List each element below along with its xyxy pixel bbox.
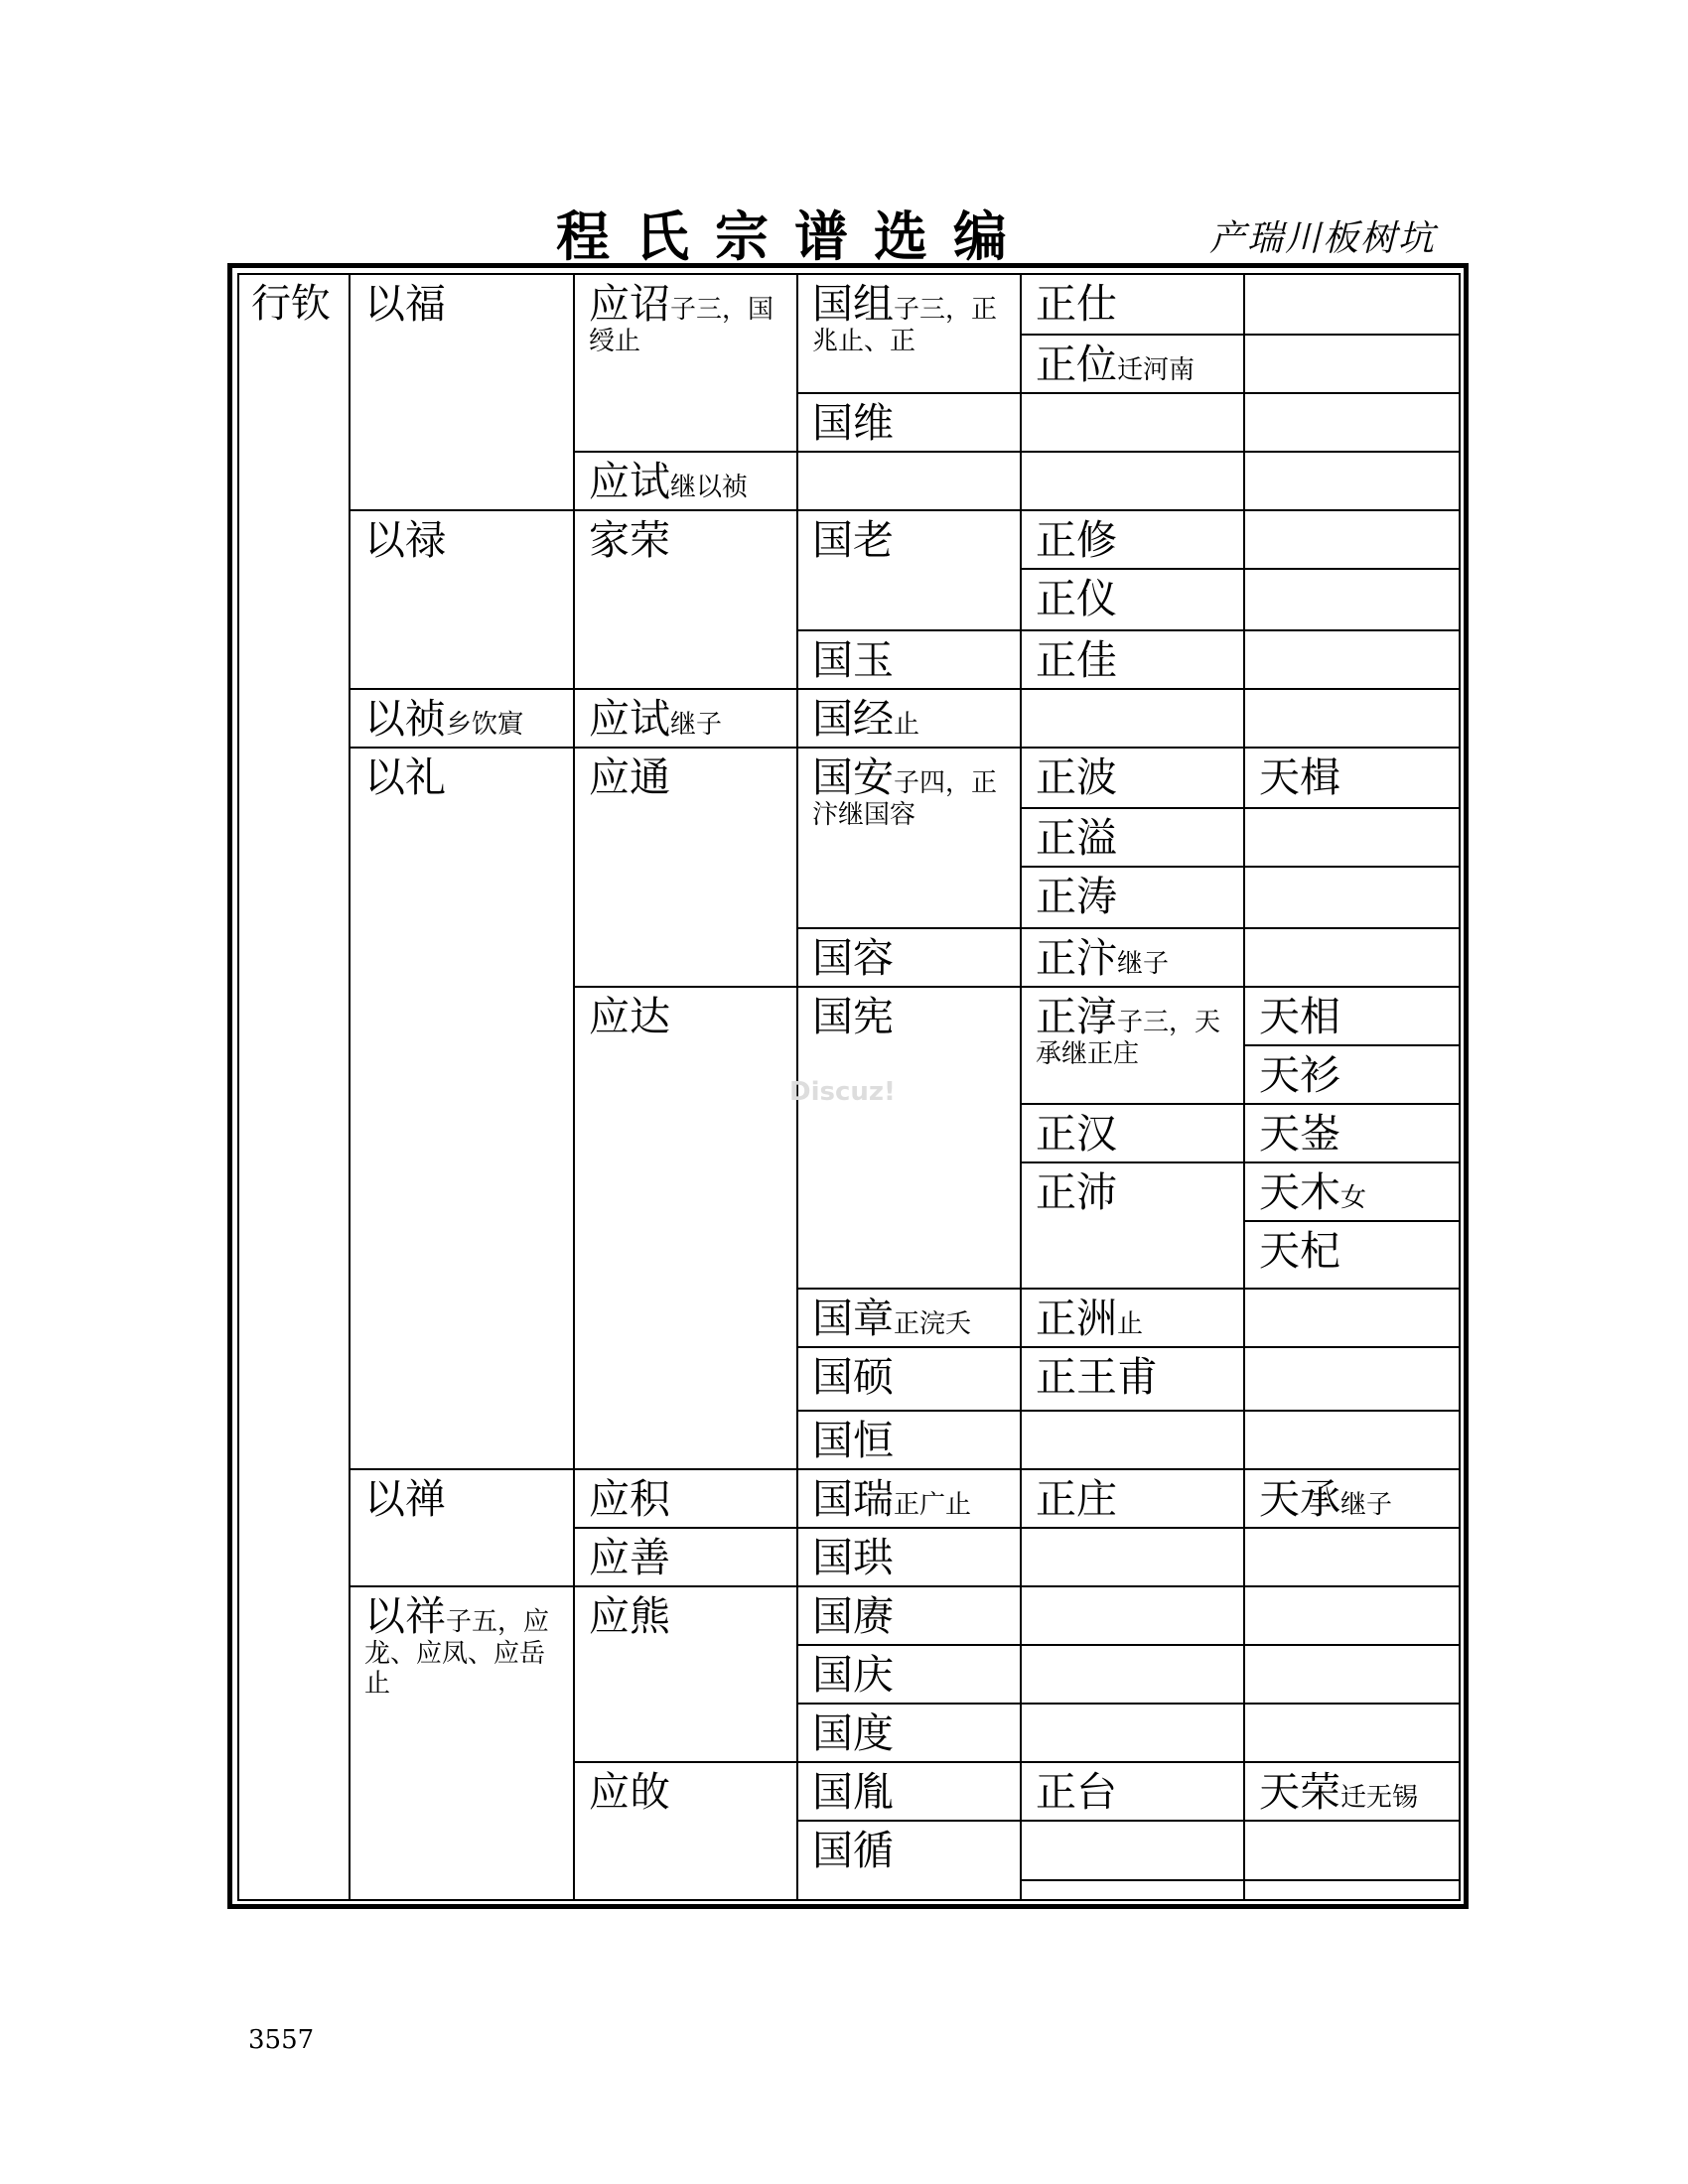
person-name: 以禅 <box>364 1475 446 1523</box>
person-name: 正波 <box>1036 753 1117 801</box>
gen5-cell <box>1022 868 1243 927</box>
gen5-cell <box>1022 570 1243 629</box>
person-note: 继子 <box>670 710 723 740</box>
person-name: 应试 <box>589 458 670 505</box>
gen6-cell <box>1245 1470 1461 1527</box>
gen5-cell <box>1022 1763 1243 1820</box>
page-subtitle: 产瑞川板树坑 <box>1209 218 1437 259</box>
person-name: 正洲 <box>1036 1295 1117 1342</box>
person-name: 国容 <box>812 934 894 982</box>
gen4-cell <box>798 690 1020 747</box>
person-name: 正台 <box>1036 1768 1117 1816</box>
page-number: 3557 <box>248 2025 315 2055</box>
person-name: 应达 <box>589 993 670 1040</box>
gen4-cell <box>798 749 1020 925</box>
person-note: 正浣夭 <box>894 1309 972 1339</box>
person-note: 子三，正兆止、正 <box>812 295 998 357</box>
person-name: 国庆 <box>812 1651 894 1699</box>
person-name: 应积 <box>589 1475 670 1523</box>
person-name: 正沛 <box>1036 1168 1117 1216</box>
gen6-cell <box>1245 1105 1461 1161</box>
gen5-cell <box>1022 929 1243 986</box>
row-divider <box>1020 1879 1461 1881</box>
gen5-cell <box>1022 511 1243 568</box>
gen4-cell <box>798 1646 1020 1703</box>
person-name: 国维 <box>812 399 894 447</box>
gen5-cell <box>1022 631 1243 688</box>
person-name: 正汴 <box>1036 934 1117 982</box>
gen5-cell <box>1022 749 1243 807</box>
gen3-cell <box>575 1587 796 1756</box>
person-name: 正溢 <box>1036 814 1117 862</box>
gen4-cell <box>798 1763 1020 1820</box>
gen5-cell <box>1022 1163 1243 1286</box>
person-name: 国循 <box>812 1827 894 1874</box>
person-name: 国瑞 <box>812 1475 894 1523</box>
gen2-cell <box>351 690 573 747</box>
gen6-cell <box>1245 749 1461 807</box>
gen3-cell <box>575 275 796 449</box>
person-note: 继子 <box>1117 949 1170 979</box>
person-name: 应敀 <box>589 1768 670 1816</box>
gen3-cell <box>575 1470 796 1527</box>
person-name: 正汉 <box>1036 1110 1117 1158</box>
person-name: 正仕 <box>1036 280 1117 328</box>
person-name: 正位 <box>1036 341 1117 388</box>
person-name: 国度 <box>812 1709 894 1757</box>
person-name: 以礼 <box>364 753 446 801</box>
gen2-cell <box>351 1470 573 1583</box>
gen3-cell <box>575 749 796 977</box>
gen5-cell <box>1022 1290 1243 1346</box>
person-name: 正修 <box>1036 516 1117 564</box>
person-name: 国宪 <box>812 993 894 1040</box>
person-name: 国硕 <box>812 1353 894 1401</box>
person-name: 应善 <box>589 1534 670 1581</box>
gen6-cell <box>1245 1222 1461 1286</box>
person-name: 应熊 <box>589 1592 670 1640</box>
person-name: 正王甫 <box>1036 1353 1158 1401</box>
person-name: 天荣 <box>1259 1768 1340 1816</box>
person-note: 止 <box>1117 1309 1144 1339</box>
gen4-cell <box>798 275 1020 392</box>
gen4-cell <box>798 1412 1020 1468</box>
gen5-cell <box>1022 336 1243 392</box>
gen3-cell <box>575 690 796 747</box>
person-name: 应通 <box>589 753 670 801</box>
person-name: 应诏 <box>589 280 670 328</box>
person-name: 以福 <box>364 280 446 328</box>
gen4-cell <box>798 1705 1020 1761</box>
gen3-cell <box>575 511 796 680</box>
person-note: 继子 <box>1340 1490 1393 1520</box>
person-note: 子四，正汴继国容 <box>812 768 998 831</box>
person-name: 以祥 <box>364 1592 446 1640</box>
person-name: 正淳 <box>1036 993 1117 1040</box>
gen2-cell <box>351 511 573 680</box>
gen1-cell <box>239 275 349 354</box>
gen1-name: 行钦 <box>251 281 331 327</box>
person-note: 正广止 <box>894 1490 972 1520</box>
person-note: 迁河南 <box>1117 355 1196 385</box>
gen4-cell <box>798 1470 1020 1527</box>
person-name: 国珙 <box>812 1534 894 1581</box>
gen4-cell <box>798 631 1020 688</box>
person-name: 国安 <box>812 753 894 801</box>
person-note: 继以祯 <box>670 473 749 502</box>
gen5-cell <box>1022 1348 1243 1410</box>
person-name: 以禄 <box>364 516 446 564</box>
person-name: 天崟 <box>1259 1110 1340 1158</box>
person-name: 国赓 <box>812 1592 894 1640</box>
person-name: 天杞 <box>1259 1227 1340 1275</box>
gen5-cell <box>1022 809 1243 866</box>
person-name: 应试 <box>589 695 670 743</box>
person-name: 天承 <box>1259 1475 1340 1523</box>
person-note: 子五，应龙、应凤、应岳止 <box>364 1607 550 1700</box>
watermark: Discuz! <box>789 1077 896 1107</box>
gen4-cell <box>798 1529 1020 1585</box>
gen3-cell <box>575 1529 796 1585</box>
person-name: 国恒 <box>812 1417 894 1464</box>
gen4-cell <box>798 1822 1020 1878</box>
gen5-cell <box>1022 275 1243 332</box>
person-name: 国胤 <box>812 1768 894 1816</box>
gen6-cell <box>1245 1046 1461 1103</box>
gen3-cell <box>575 988 796 1464</box>
person-note: 子三，天承继正庄 <box>1036 1008 1221 1070</box>
gen4-cell <box>798 988 1020 1286</box>
gen4-cell <box>798 929 1020 986</box>
person-note: 迁无锡 <box>1340 1783 1419 1813</box>
person-name: 正佳 <box>1036 636 1117 684</box>
gen2-cell <box>351 749 573 1463</box>
page-title: 程氏宗谱选编 <box>556 205 1033 268</box>
gen4-cell <box>798 1290 1020 1346</box>
person-name: 家荣 <box>589 516 670 564</box>
person-note: 女 <box>1340 1183 1367 1213</box>
person-name: 天衫 <box>1259 1051 1340 1099</box>
gen3-cell <box>575 453 796 509</box>
gen4-cell <box>798 511 1020 628</box>
person-name: 国组 <box>812 280 894 328</box>
gen4-cell <box>798 1587 1020 1644</box>
person-name: 天木 <box>1259 1168 1340 1216</box>
gen2-cell <box>351 275 573 503</box>
person-name: 正庄 <box>1036 1475 1117 1523</box>
person-name: 天楫 <box>1259 753 1340 801</box>
person-note: 止 <box>894 710 920 740</box>
person-name: 以祯 <box>364 695 446 743</box>
person-name: 正涛 <box>1036 873 1117 920</box>
gen4-cell <box>798 394 1020 451</box>
gen6-cell <box>1245 1163 1461 1220</box>
person-name: 天相 <box>1259 993 1340 1040</box>
gen5-cell <box>1022 1470 1243 1527</box>
person-name: 国经 <box>812 695 894 743</box>
person-name: 国老 <box>812 516 894 564</box>
gen2-cell <box>351 1587 571 1899</box>
gen4-cell <box>798 1348 1020 1410</box>
person-name: 国章 <box>812 1295 894 1342</box>
person-note: 子三，国绶止 <box>589 295 774 357</box>
person-name: 正仪 <box>1036 575 1117 622</box>
gen3-cell <box>575 1763 796 1899</box>
person-note: 乡饮賔 <box>446 710 524 740</box>
gen6-cell <box>1245 988 1461 1044</box>
gen5-cell <box>1022 988 1243 1101</box>
person-name: 国玉 <box>812 636 894 684</box>
gen5-cell <box>1022 1105 1243 1161</box>
gen6-cell <box>1245 1763 1461 1820</box>
